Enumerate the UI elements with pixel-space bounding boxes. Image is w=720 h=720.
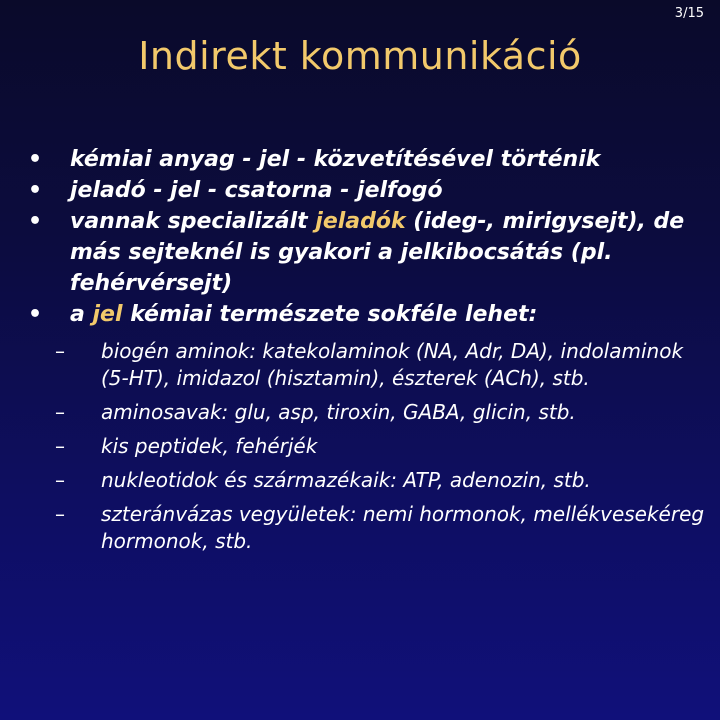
sub-item-text: nukleotidok és származékaik: ATP, adenozin, stb. [101,468,591,492]
highlighted-term: jel [92,302,123,327]
highlighted-term: jeladók [315,209,406,234]
sub-item [55,433,708,460]
bullet-marker: • [28,302,43,327]
bullet-item [28,206,708,299]
sub-marker: – [55,434,65,458]
bullet-item [28,175,708,206]
sub-marker: – [55,502,65,526]
bullet-list [28,144,708,562]
bullet-marker: • [28,147,43,172]
sub-item-text: szteránvázas vegyületek: nemi hormonok, mellékvesekéreg hormonok, stb. [101,502,705,553]
sub-marker: – [55,400,65,424]
bullet-item [28,144,708,175]
sub-list [55,338,708,555]
bullet-marker: • [28,209,43,234]
sub-item [55,338,708,392]
bullet-text: kémiai anyag - jel - közvetítésével történik [70,147,601,172]
sub-item [55,467,708,494]
page-number: 3/15 [674,6,704,21]
sub-marker: – [55,468,65,492]
bullet-text-end: kémiai természete sokféle lehet: [122,302,538,327]
sub-item [55,501,708,555]
slide-title: Indirekt kommunikáció [138,34,582,78]
sub-item-text: kis peptidek, fehérjék [101,434,318,458]
sub-item [55,399,708,426]
sub-item-text: biogén aminok: katekolaminok (NA, Adr, DA), indolaminok (5-HT), imidazol (hisztamin), észterek (ACh), stb. [101,339,684,390]
sub-item-text: aminosavak: glu, asp, tiroxin, GABA, glicin, stb. [101,400,576,424]
bullet-text-start: vannak specializált [70,209,316,234]
bullet-marker: • [28,178,43,203]
bullet-text-end: (ideg-, mirigysejt), de más sejteknél is gyakori a jelkibocsátás (pl. fehérvérsejt) [70,209,685,296]
bullet-text-start: a [70,302,93,327]
bullet-text: jeladó - jel - csatorna - jelfogó [70,178,443,203]
sub-marker: – [55,339,65,363]
bullet-item [28,299,708,555]
